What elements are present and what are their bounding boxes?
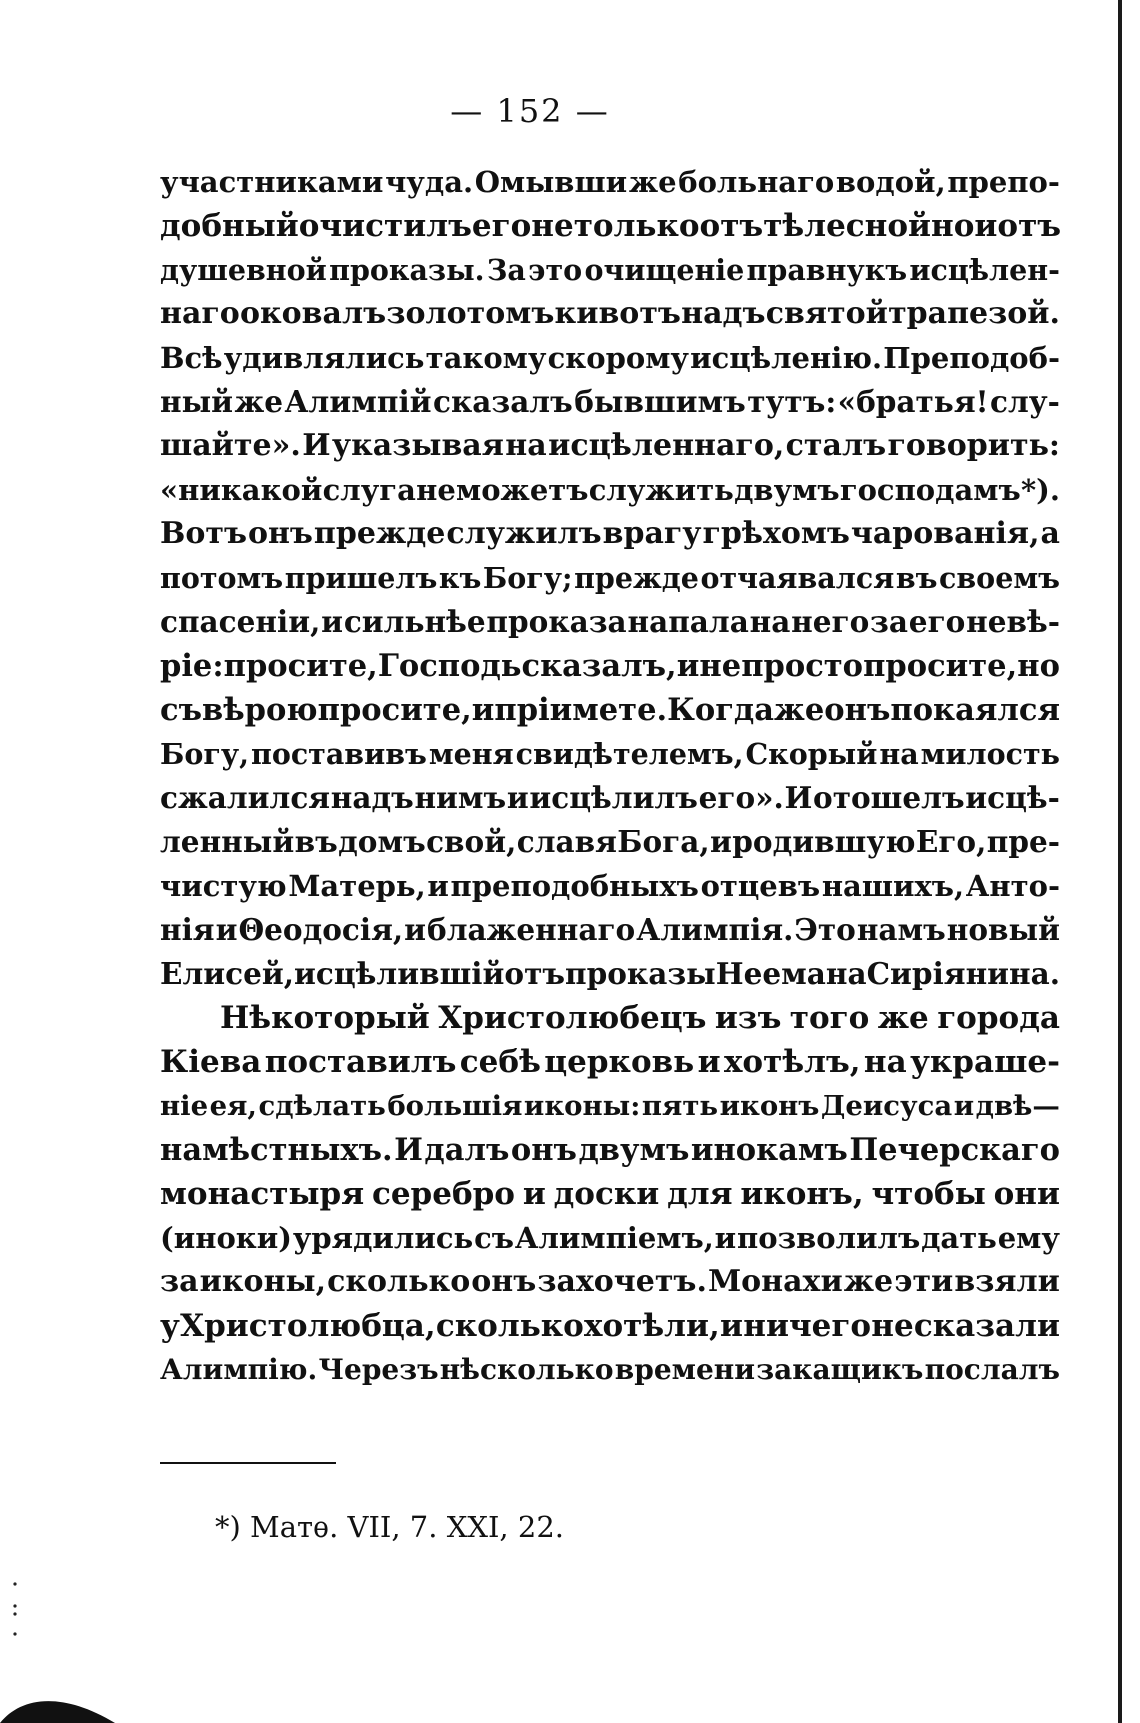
text-line: добный очистилъ его не только отъ тѣлесной но и отъ (160, 208, 1062, 244)
text-line: чистую Матерь, и преподобныхъ отцевъ нашихъ, Анто- (160, 869, 1060, 903)
text-line: за иконы, сколько онъ захочетъ. Монахи же эти взяли (160, 1264, 1060, 1299)
body-text (160, 160, 1060, 1392)
text-line: Вотъ онъ прежде служилъ врагу грѣхомъ чарованія, а (160, 516, 1060, 551)
text-line: Богу, поставивъ меня свидѣтелемъ, Скорый на милость (160, 737, 1060, 771)
text-line: ріе: просите, Господь сказалъ, и не просто просите, но (160, 648, 1060, 684)
text-line: (иноки) урядились съ Алимпіемъ, и позволилъ дать ему (160, 1221, 1060, 1255)
text-line: наго оковалъ золотомъ кивотъ надъ святой трапезой. (160, 296, 1060, 331)
text-line: сжалился надъ нимъ и исцѣлилъ его». И отошелъ исцѣ- (160, 780, 1060, 815)
page-edge-shadow (1118, 0, 1122, 1723)
text-line: «никакой слуга не можетъ служить двумъ господамъ *). (160, 473, 1060, 507)
footnote-rule (160, 1462, 336, 1464)
page-number: — 152 — (450, 92, 610, 130)
text-line: Нѣкоторый Христолюбецъ изъ того же города (220, 1000, 1060, 1036)
text-line: ленный въ домъ свой, славя Бога, и родившую Его, пре- (160, 824, 1060, 859)
text-line: съ вѣрою просите, и пріимете. Когда же онъ покаялся (160, 692, 1060, 728)
text-line: ный же Алимпій сказалъ бывшимъ тутъ: «братья! слу- (160, 384, 1060, 419)
text-line: спасеніи, и сильнѣе проказа напала на него за его невѣ- (160, 604, 1060, 639)
text-line: потомъ пришелъ къ Богу; прежде отчаявался въ своемъ (160, 561, 1060, 595)
text-line: у Христолюбца, сколько хотѣли, и ничего не сказали (160, 1308, 1060, 1344)
text-line: Всѣ удивлялись такому скорому исцѣленію. Преподоб- (160, 341, 1060, 375)
text-line: участниками чуда. Омывши же больнаго водой, препо- (160, 165, 1060, 199)
scan-dots-mark (12, 1580, 18, 1640)
text-line: намѣстныхъ. И далъ онъ двумъ инокамъ Печерскаго (160, 1132, 1060, 1168)
text-line: Елисей, исцѣлившій отъ проказы Неемана Сиріянина. (160, 956, 1061, 991)
footnote: *) Матѳ. VII, 7. XXI, 22. (215, 1510, 564, 1544)
text-line: шайте». И указывая на исцѣленнаго, сталъ говорить: (160, 428, 1060, 463)
text-line: нія и Θеодосія, и блаженнаго Алимпія. Это намъ новый (160, 912, 1060, 947)
text-line: Алимпію. Черезъ нѣсколько времени закащикъ послалъ (160, 1353, 1060, 1386)
text-line: ніе ея, сдѣлать большія иконы: пять иконъ Деисуса и двѣ— (160, 1090, 1060, 1122)
text-line: монастыря серебро и доски для иконъ, чтобы они (160, 1176, 1060, 1212)
text-line: душевной проказы. За это очищеніе правнукъ исцѣлен- (160, 253, 1060, 287)
text-line: Кіева поставилъ себѣ церковь и хотѣлъ, на украше- (160, 1044, 1060, 1080)
scan-corner-mark (0, 1690, 115, 1723)
